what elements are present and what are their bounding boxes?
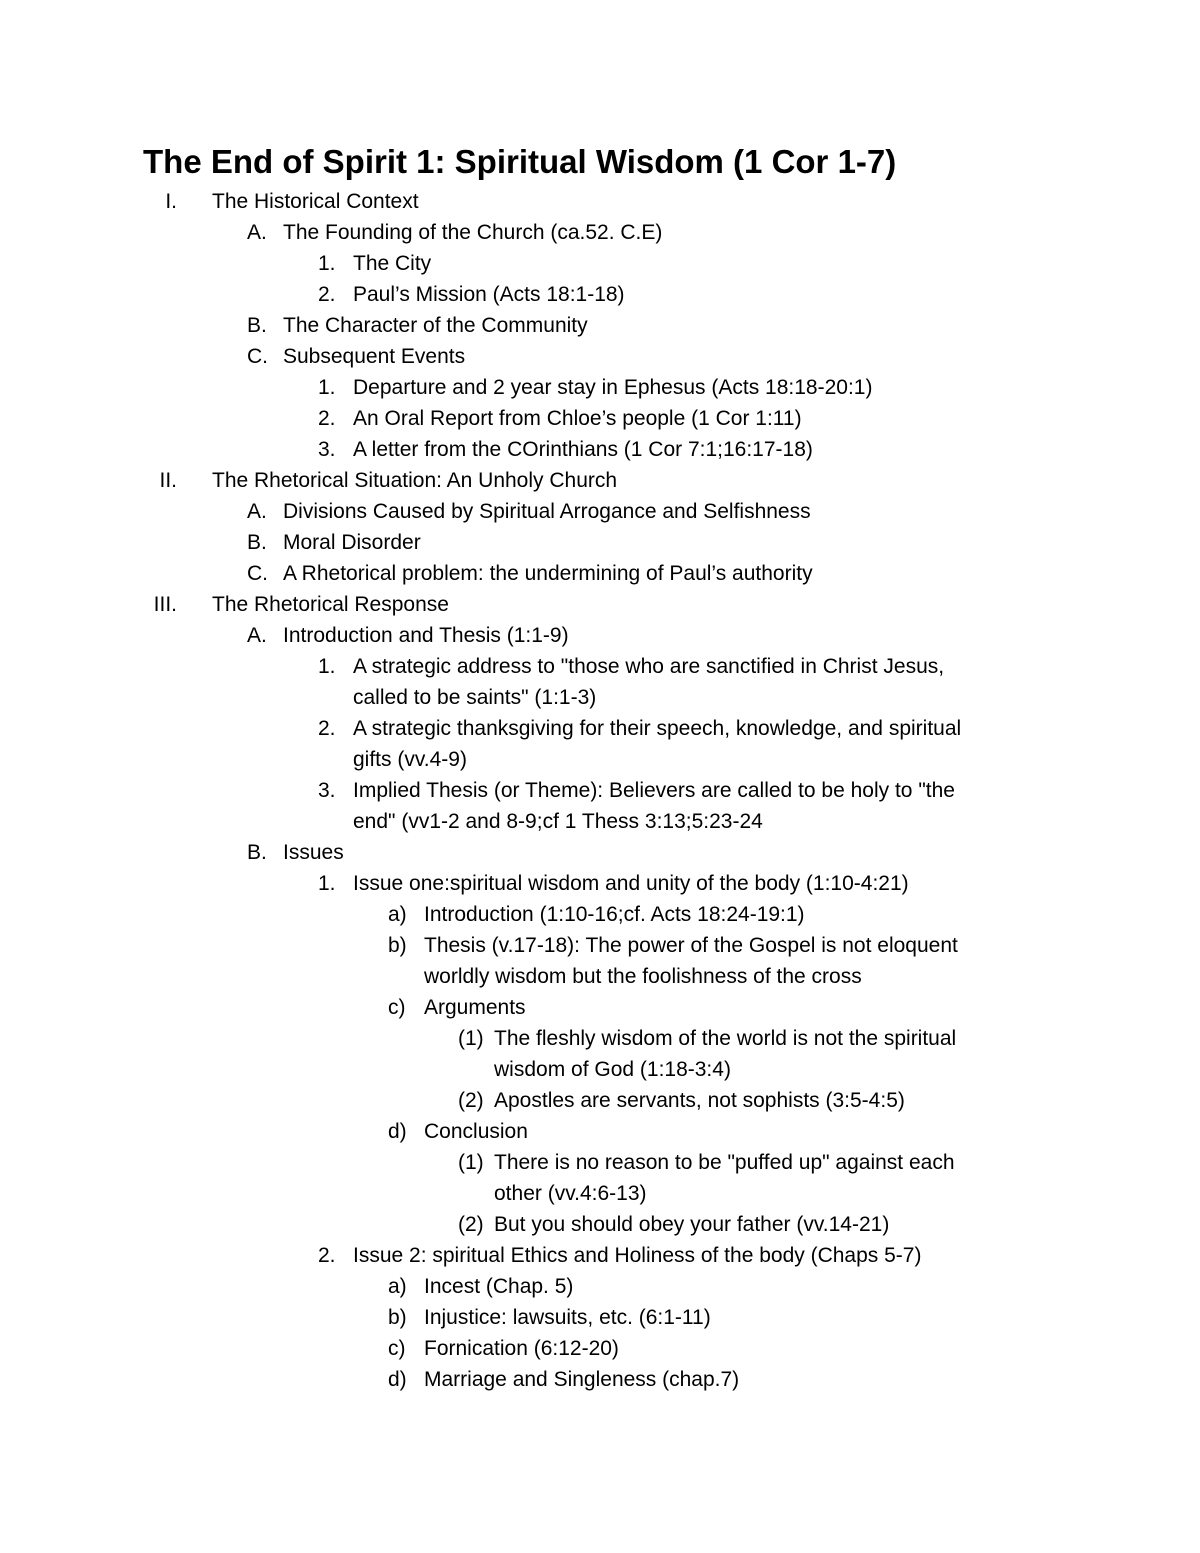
outline-text: wisdom of God (1:18-3:4) [494, 1058, 731, 1081]
outline-item [0, 899, 1200, 930]
outline-item [0, 992, 1200, 1023]
outline-text: The City [353, 252, 432, 275]
outline-item [0, 713, 1200, 744]
outline-item [0, 806, 1200, 837]
outline-text: An Oral Report from Chloe’s people (1 Cor 1:11) [353, 407, 802, 430]
outline-item [0, 1023, 1200, 1054]
outline-text: There is no reason to be "puffed up" against each [494, 1151, 955, 1174]
outline-marker: 2. [318, 1244, 336, 1267]
outline-marker: B. [247, 841, 267, 864]
outline-marker: C. [247, 562, 268, 585]
outline-marker: d) [388, 1120, 407, 1143]
outline-item [0, 775, 1200, 806]
outline-marker: (1) [458, 1027, 484, 1050]
outline-text: A strategic thanksgiving for their speech, knowledge, and spiritual [353, 717, 962, 740]
outline-text: Subsequent Events [283, 345, 466, 368]
outline-text: The Rhetorical Response [212, 593, 449, 616]
outline-item [0, 372, 1200, 403]
outline-text: A Rhetorical problem: the undermining of Paul’s authority [283, 562, 813, 585]
outline-marker: 2. [318, 407, 336, 430]
outline-marker: b) [388, 1306, 407, 1329]
outline-text: Marriage and Singleness (chap.7) [424, 1368, 740, 1391]
outline-text: The fleshly wisdom of the world is not the spiritual [494, 1027, 957, 1050]
outline-item [0, 682, 1200, 713]
outline-marker: 1. [318, 376, 336, 399]
outline-text: The Character of the Community [283, 314, 588, 337]
outline-list [0, 186, 1200, 1395]
outline-marker: 2. [318, 283, 336, 306]
outline-marker: c) [388, 1337, 406, 1360]
outline-item [0, 589, 1200, 620]
outline-item [0, 434, 1200, 465]
outline-item [0, 1302, 1200, 1333]
outline-item [0, 1333, 1200, 1364]
outline-text: Apostles are servants, not sophists (3:5-4:5) [494, 1089, 905, 1112]
outline-item [0, 217, 1200, 248]
outline-text: The Rhetorical Situation: An Unholy Church [212, 469, 618, 492]
outline-marker: 1. [318, 872, 336, 895]
outline-marker: C. [247, 345, 268, 368]
outline-item [0, 465, 1200, 496]
outline-marker: A. [247, 221, 267, 244]
outline-item [0, 496, 1200, 527]
outline-item [0, 961, 1200, 992]
document-title: The End of Spirit 1: Spiritual Wisdom (1 Cor 1-7) [143, 143, 897, 180]
outline-marker: II. [159, 469, 177, 492]
outline-item [0, 1085, 1200, 1116]
outline-text: The Historical Context [212, 190, 419, 213]
outline-marker: 1. [318, 252, 336, 275]
outline-marker: A. [247, 500, 267, 523]
outline-item [0, 403, 1200, 434]
outline-item [0, 248, 1200, 279]
outline-text: called to be saints" (1:1-3) [353, 686, 597, 709]
outline-marker: 1. [318, 655, 336, 678]
outline-item [0, 868, 1200, 899]
outline-text: Introduction (1:10-16;cf. Acts 18:24-19:1) [424, 903, 805, 926]
outline-text: gifts (vv.4-9) [353, 748, 467, 771]
outline-item [0, 186, 1200, 217]
outline-marker: I. [165, 190, 177, 213]
outline-text: Injustice: lawsuits, etc. (6:1-11) [424, 1306, 711, 1329]
outline-text: other (vv.4:6-13) [494, 1182, 647, 1205]
outline-marker: a) [388, 1275, 407, 1298]
outline-text: Moral Disorder [283, 531, 421, 554]
outline-item [0, 1271, 1200, 1302]
outline-marker: c) [388, 996, 406, 1019]
outline-item [0, 1054, 1200, 1085]
outline-marker: 3. [318, 779, 336, 802]
outline-item [0, 310, 1200, 341]
outline-item [0, 1116, 1200, 1147]
outline-text: Issue 2: spiritual Ethics and Holiness of the body (Chaps 5-7) [353, 1244, 922, 1267]
outline-item [0, 341, 1200, 372]
outline-item [0, 651, 1200, 682]
outline-text: The Founding of the Church (ca.52. C.E) [283, 221, 663, 244]
outline-text: Conclusion [424, 1120, 528, 1143]
outline-text: Arguments [424, 996, 526, 1019]
outline-text: Introduction and Thesis (1:1-9) [283, 624, 569, 647]
outline-text: But you should obey your father (vv.14-21) [494, 1213, 890, 1236]
outline-text: Paul’s Mission (Acts 18:1-18) [353, 283, 625, 306]
outline-marker: A. [247, 624, 267, 647]
outline-item [0, 1240, 1200, 1271]
outline-text: Thesis (v.17-18): The power of the Gospel is not eloquent [424, 934, 958, 957]
outline-text: end" (vv1-2 and 8-9;cf 1 Thess 3:13;5:23-24 [353, 810, 763, 833]
outline-text: worldly wisdom but the foolishness of the cross [424, 965, 862, 988]
outline-text: Incest (Chap. 5) [424, 1275, 574, 1298]
outline-marker: a) [388, 903, 407, 926]
outline-item [0, 558, 1200, 589]
outline-item [0, 1364, 1200, 1395]
outline-item [0, 837, 1200, 868]
outline-text: Departure and 2 year stay in Ephesus (Acts 18:18-20:1) [353, 376, 873, 399]
outline-marker: (2) [458, 1213, 484, 1236]
outline-marker: B. [247, 314, 267, 337]
outline-item [0, 1147, 1200, 1178]
outline-marker: 2. [318, 717, 336, 740]
outline-marker: 3. [318, 438, 336, 461]
outline-text: A strategic address to "those who are sanctified in Christ Jesus, [353, 655, 945, 678]
outline-text: Divisions Caused by Spiritual Arrogance and Selfishness [283, 500, 811, 523]
outline-item [0, 620, 1200, 651]
outline-item [0, 930, 1200, 961]
outline-item [0, 1209, 1200, 1240]
outline-text: Issues [283, 841, 344, 864]
outline-text: Issue one:spiritual wisdom and unity of the body (1:10-4:21) [353, 872, 909, 895]
outline-text: Implied Thesis (or Theme): Believers are called to be holy to "the [353, 779, 955, 802]
outline-marker: (1) [458, 1151, 484, 1174]
outline-marker: (2) [458, 1089, 484, 1112]
outline-item [0, 527, 1200, 558]
outline-item [0, 1178, 1200, 1209]
outline-text: A letter from the COrinthians (1 Cor 7:1;16:17-18) [353, 438, 813, 461]
outline-marker: d) [388, 1368, 407, 1391]
outline-item [0, 744, 1200, 775]
outline-marker: B. [247, 531, 267, 554]
outline-text: Fornication (6:12-20) [424, 1337, 619, 1360]
outline-item [0, 279, 1200, 310]
outline-marker: III. [153, 593, 177, 616]
outline-marker: b) [388, 934, 407, 957]
